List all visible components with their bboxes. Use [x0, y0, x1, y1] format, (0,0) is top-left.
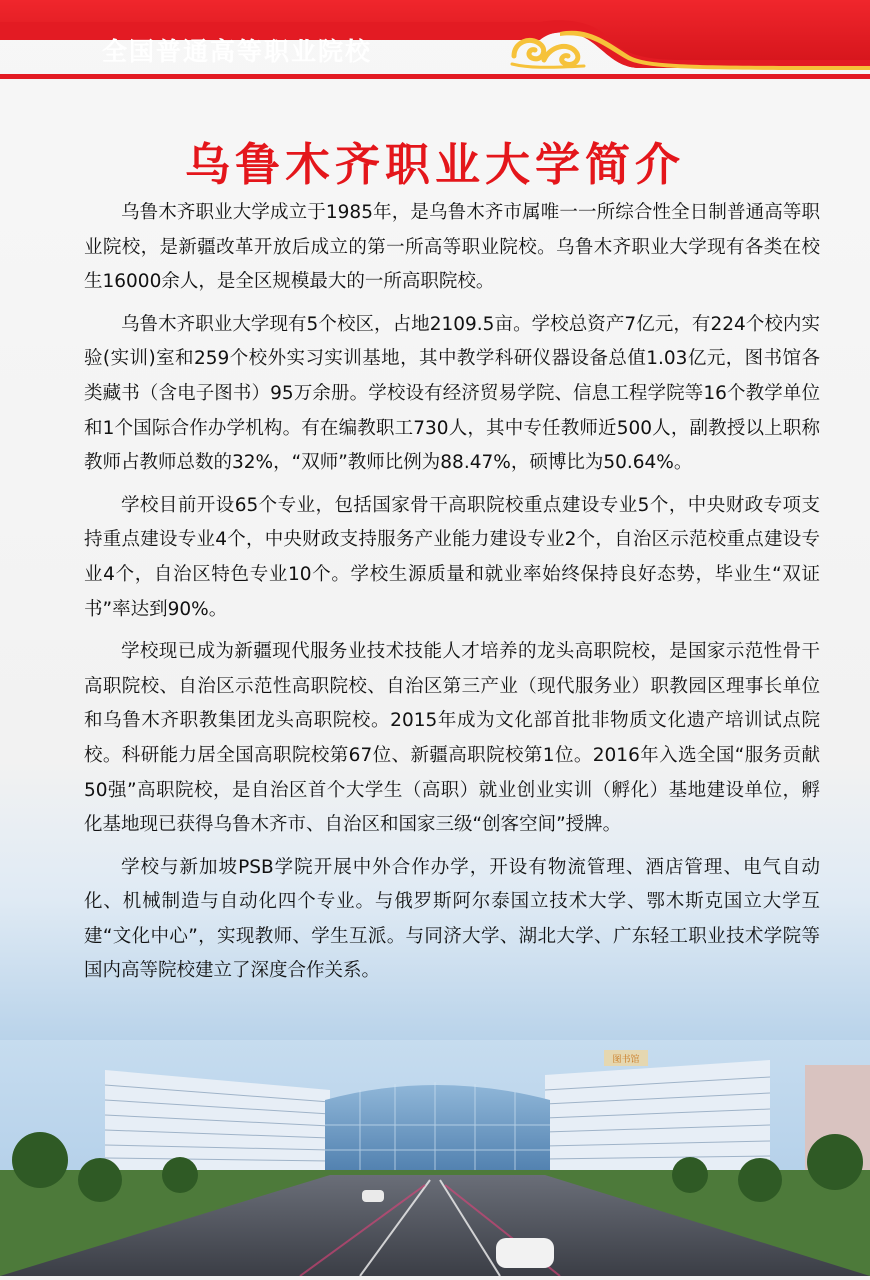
campus-building-image: [0, 1040, 870, 1276]
header-banner: [0, 0, 870, 95]
paragraph-5: 学校与新加坡PSB学院开展中外合作办学，开设有物流管理、酒店管理、电气自动化、机械制造与自动化四个专业。与俄罗斯阿尔泰国立技术大学、鄂木斯克国立大学互建“文化中心”，实现教师、学生互派。与同济大学、湖北大学、广东轻工职业技术学院等国内高等院校建立了深度合作关系。: [84, 856, 820, 982]
paragraph-1: 乌鲁木齐职业大学成立于1985年，是乌鲁木齐市属唯一一所综合性全日制普通高等职业院校，是新疆改革开放后成立的第一所高等职业院校。乌鲁木齐职业大学现有各类在校生16000余人，是全区规模最大的一所高职院校。: [84, 202, 820, 293]
page-title: 乌鲁木齐职业大学简介: [184, 138, 685, 191]
paragraph-4: 学校现已成为新疆现代服务业技术技能人才培养的龙头高职院校，是国家示范性骨干高职院校、自治区示范性高职院校、自治区第三产业（现代服务业）职教园区理事长单位和乌鲁木齐职教集团龙头高职院校。2015年成为文化部首批非物质文化遗产培训试点院校。科研能力居全国高职院校第67位、新疆高职院校第1位。2016年入选全国“服务贡献50强”高职院校，是自治区首个大学生（高职）就业创业实训（孵化）基地建设单位，孵化基地现已获得乌鲁木齐市、自治区和国家三级“创客空间”授牌。: [84, 641, 820, 836]
body-text: [84, 196, 820, 997]
banner-title: 全国普通高等职业院校: [102, 37, 373, 66]
library-sign: 图书馆: [612, 1055, 640, 1065]
gold-scroll-cloud-icon: [508, 30, 588, 72]
paragraph-2: 乌鲁木齐职业大学现有5个校区，占地2109.5亩。学校总资产7亿元，有224个校内实验(实训)室和259个校外实习实训基地，其中教学科研仪器设备总值1.03亿元，图书馆各类藏书（含电子图书）95万余册。学校设有经济贸易学院、信息工程学院等16个教学单位和1个国际合作办学机构。有在编教职工730人，其中专任教师近500人，副教授以上职称教师占教师总数的32%，“双师”教师比例为88.47%，硕博比为50.64%。: [84, 313, 820, 474]
paragraph-3: 学校目前开设65个专业，包括国家骨干高职院校重点建设专业5个，中央财政专项支持重点建设专业4个，中央财政支持服务产业能力建设专业2个，自治区示范校重点建设专业4个，自治区特色专业10个。学校生源质量和就业率始终保持良好态势，毕业生“双证书”率达到90%。: [84, 494, 820, 620]
